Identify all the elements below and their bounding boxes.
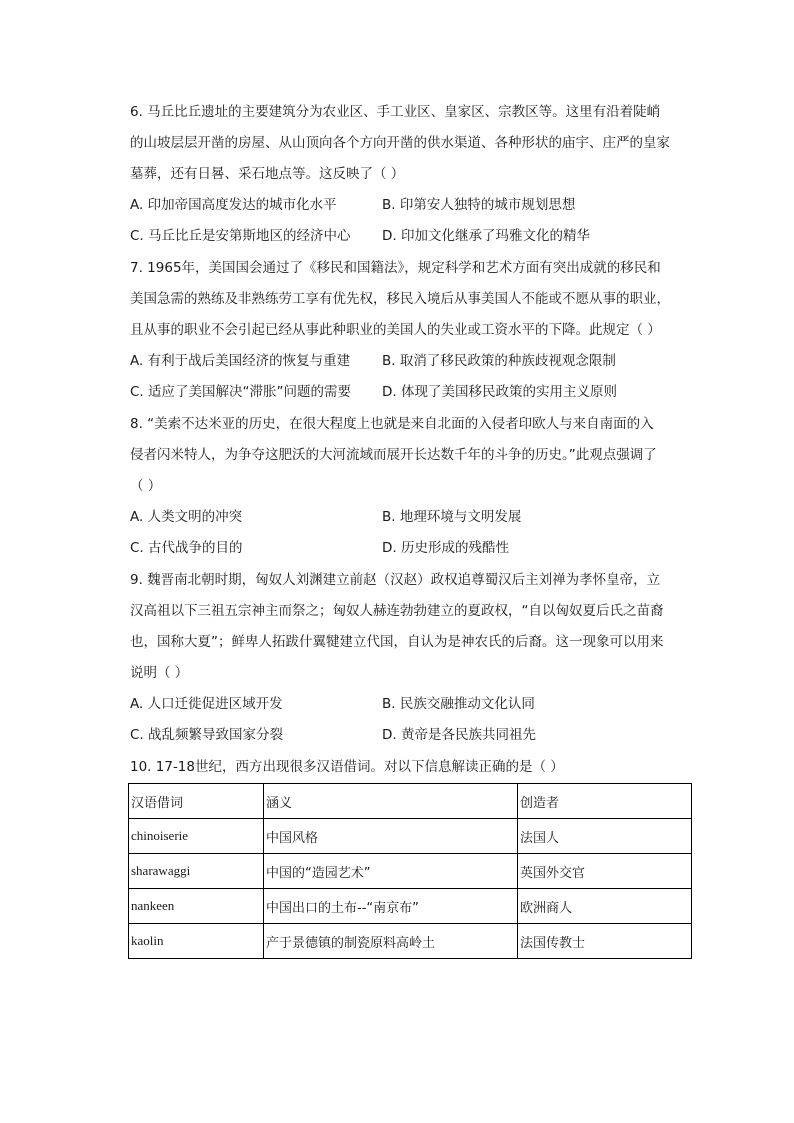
table-row bbox=[129, 854, 692, 889]
option-a: A. 印加帝国高度发达的城市化水平 bbox=[130, 197, 337, 213]
table-cell: 中国风格 bbox=[264, 819, 518, 854]
question-text-line: 汉高祖以下三祖五宗神主而祭之；匈奴人赫连勃勃建立的夏政权，“自以匈奴夏后氏之苗裔 bbox=[130, 603, 664, 619]
table-header-cell: 创造者 bbox=[518, 784, 692, 819]
option-d: D. 历史形成的残酷性 bbox=[382, 540, 509, 556]
question-text-line: 且从事的职业不会引起已经从事此种职业的美国人的失业或工资水平的下降。此规定（ ） bbox=[130, 322, 661, 338]
question-text-line: 也，国称大夏”；鲜卑人拓跋什翼犍建立代国，自认为是神农氏的后裔。这一现象可以用来 bbox=[130, 634, 664, 650]
table-header-cell: 汉语借词 bbox=[129, 784, 264, 819]
table-row bbox=[129, 924, 692, 959]
table-cell: 中国的“造园艺术” bbox=[264, 854, 518, 889]
question-text-line: 8. “美索不达米亚的历史，在很大程度上也就是来自北面的入侵者印欧人与来自南面的入 bbox=[130, 416, 654, 432]
table-cell: chinoiserie bbox=[129, 819, 264, 854]
option-c: C. 战乱频繁导致国家分裂 bbox=[130, 727, 284, 743]
option-b: B. 地理环境与文明发展 bbox=[382, 509, 522, 525]
table-cell: 法国传教士 bbox=[518, 924, 692, 959]
table-row bbox=[129, 889, 692, 924]
option-c: C. 适应了美国解决“滞胀”问题的需要 bbox=[130, 384, 351, 400]
table-cell: sharawaggi bbox=[129, 854, 264, 889]
table-row bbox=[129, 819, 692, 854]
table-cell: 产于景德镇的制瓷原料高岭土 bbox=[264, 924, 518, 959]
option-b: B. 取消了移民政策的种族歧视观念限制 bbox=[382, 353, 616, 369]
table-cell: nankeen bbox=[129, 889, 264, 924]
question-text-line: 墓葬，还有日晷、采石地点等。这反映了（ ） bbox=[130, 166, 405, 182]
option-d: D. 印加文化继承了玛雅文化的精华 bbox=[382, 228, 590, 244]
question-text-line: 美国急需的熟练及非熟练劳工享有优先权，移民入境后从事美国人不能或不愿从事的职业， bbox=[130, 291, 670, 307]
option-c: C. 古代战争的目的 bbox=[130, 540, 243, 556]
loanword-table bbox=[128, 783, 692, 959]
question-text-line: 侵者闪米特人，为争夺这肥沃的大河流域而展开长达数千年的斗争的历史。”此观点强调了 bbox=[130, 447, 657, 463]
question-text-line: （ ） bbox=[130, 478, 162, 494]
table-cell: 英国外交官 bbox=[518, 854, 692, 889]
option-b: B. 印第安人独特的城市规划思想 bbox=[382, 197, 576, 213]
question-text-line: 7. 1965年，美国国会通过了《移民和国籍法》，规定科学和艺术方面有突出成就的移民和 bbox=[130, 260, 661, 276]
question-text-line: 10. 17-18世纪，西方出现很多汉语借词。对以下信息解读正确的是（ ） bbox=[130, 759, 564, 775]
question-text-line: 的山坡层层开凿的房屋、从山顶向各个方向开凿的供水渠道、各种形状的庙宇、庄严的皇家 bbox=[130, 135, 670, 151]
option-a: A. 人类文明的冲突 bbox=[130, 509, 243, 525]
question-text-line: 说明（ ） bbox=[130, 665, 189, 681]
table-header-row bbox=[129, 784, 692, 819]
option-b: B. 民族交融推动文化认同 bbox=[382, 696, 535, 712]
option-d: D. 体现了美国移民政策的实用主义原则 bbox=[382, 384, 617, 400]
table-cell: 欧洲商人 bbox=[518, 889, 692, 924]
option-a: A. 人口迁徙促进区域开发 bbox=[130, 696, 283, 712]
table-cell: 法国人 bbox=[518, 819, 692, 854]
question-text-line: 6. 马丘比丘遗址的主要建筑分为农业区、手工业区、皇家区、宗教区等。这里有沿着陡峭 bbox=[130, 104, 661, 120]
question-text-line: 9. 魏晋南北朝时期，匈奴人刘渊建立前赵（汉赵）政权追尊蜀汉后主刘禅为孝怀皇帝，立 bbox=[130, 572, 661, 588]
table-cell: 中国出口的土布--“南京布” bbox=[264, 889, 518, 924]
table-header-cell: 涵义 bbox=[264, 784, 518, 819]
option-a: A. 有利于战后美国经济的恢复与重建 bbox=[130, 353, 351, 369]
option-c: C. 马丘比丘是安第斯地区的经济中心 bbox=[130, 228, 351, 244]
table-cell: kaolin bbox=[129, 924, 264, 959]
option-d: D. 黄帝是各民族共同祖先 bbox=[382, 727, 536, 743]
